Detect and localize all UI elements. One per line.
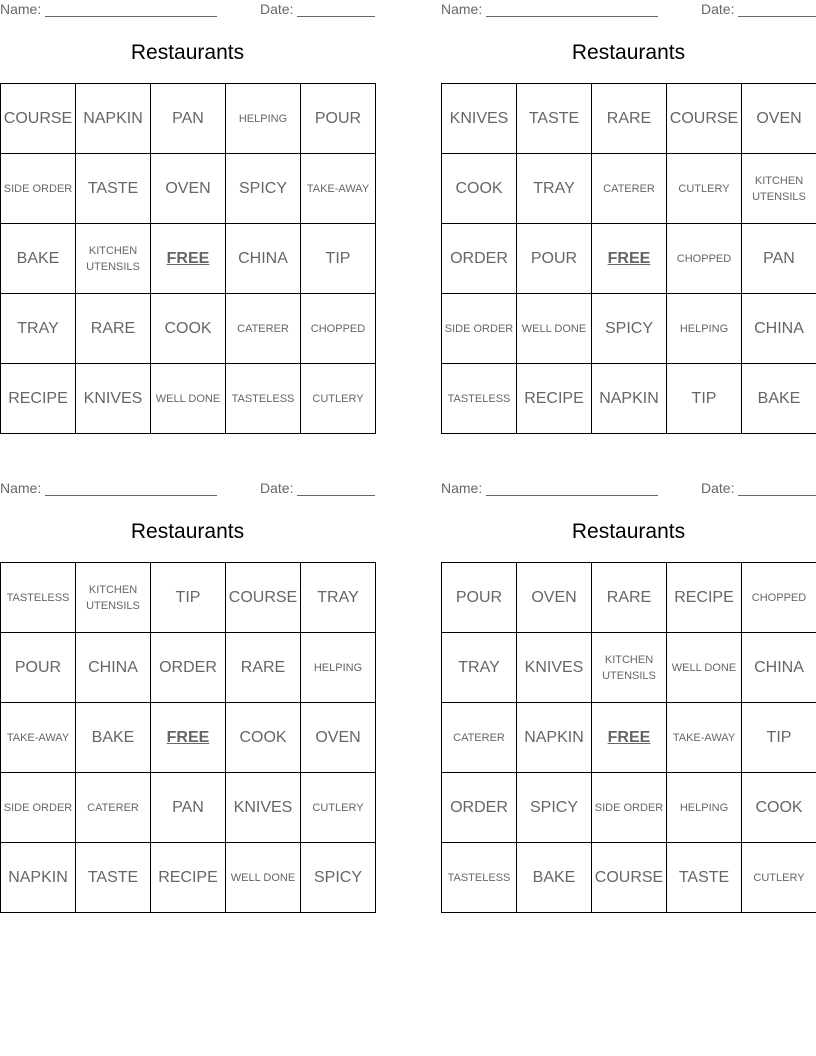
grid-cell: HELPING [667,773,742,843]
grid-cell: COOK [742,773,816,843]
grid-cell: SIDE ORDER [1,773,76,843]
free-space: FREE [592,703,667,773]
grid-row [1,773,376,843]
grid-cell: CUTLERY [301,773,376,843]
grid-cell: RECIPE [667,563,742,633]
grid-cell: COOK [226,703,301,773]
card-title: Restaurants [130,520,245,543]
card-header [441,480,816,500]
grid-cell: POUR [1,633,76,703]
date-field-line[interactable] [738,495,816,496]
grid-cell: SIDE ORDER [442,294,517,364]
grid-cell: WELL DONE [151,364,226,434]
name-field-line[interactable] [45,495,217,496]
grid-cell: KNIVES [226,773,301,843]
date-label: Date: [260,1,294,17]
grid-cell: CHINA [742,294,816,364]
grid-cell: BAKE [76,703,151,773]
card-header [441,1,816,21]
grid-cell: TASTE [667,843,742,913]
grid-row [1,633,376,703]
grid-cell: KNIVES [442,84,517,154]
grid-cell: HELPING [667,294,742,364]
grid-cell: TRAY [1,294,76,364]
grid-row [1,84,376,154]
grid-cell: PAN [151,773,226,843]
grid-row [1,224,376,294]
grid-cell: TIP [742,703,816,773]
grid-cell: COOK [442,154,517,224]
grid-cell: NAPKIN [76,84,151,154]
bingo-grid [0,83,376,434]
grid-cell: SPICY [226,154,301,224]
grid-cell: RARE [592,563,667,633]
grid-cell: SPICY [301,843,376,913]
grid-cell: HELPING [226,84,301,154]
grid-cell: TIP [301,224,376,294]
free-space: FREE [151,703,226,773]
grid-row [1,154,376,224]
grid-cell: TASTELESS [442,364,517,434]
grid-cell: TAKE-AWAY [301,154,376,224]
grid-cell: BAKE [517,843,592,913]
grid-cell: SIDE ORDER [1,154,76,224]
grid-cell: CUTLERY [667,154,742,224]
grid-cell: TIP [151,563,226,633]
grid-cell: OVEN [151,154,226,224]
grid-cell: POUR [442,563,517,633]
grid-cell: HELPING [301,633,376,703]
grid-cell: TASTE [76,843,151,913]
grid-cell: POUR [517,224,592,294]
grid-cell: SIDE ORDER [592,773,667,843]
grid-cell: CHOPPED [742,563,816,633]
grid-cell: ORDER [442,773,517,843]
grid-row [442,84,816,154]
grid-row [1,563,376,633]
grid-row [442,294,816,364]
grid-cell: RECIPE [151,843,226,913]
grid-cell: TRAY [301,563,376,633]
grid-cell: COURSE [667,84,742,154]
grid-cell: NAPKIN [1,843,76,913]
grid-row [442,224,816,294]
grid-cell: TASTELESS [226,364,301,434]
grid-cell: NAPKIN [517,703,592,773]
name-label: Name: [0,1,42,17]
grid-cell: COOK [151,294,226,364]
card-title: Restaurants [130,41,245,64]
grid-cell: CHINA [76,633,151,703]
grid-cell: KITCHEN UTENSILS [76,563,151,633]
grid-cell: CUTLERY [301,364,376,434]
grid-cell: SPICY [517,773,592,843]
grid-cell: RARE [76,294,151,364]
grid-cell: BAKE [742,364,816,434]
grid-cell: ORDER [442,224,517,294]
name-field-line[interactable] [486,16,658,17]
grid-row [442,773,816,843]
grid-row [1,294,376,364]
card-header [0,480,375,500]
grid-cell: TASTELESS [1,563,76,633]
grid-row [442,703,816,773]
date-field-line[interactable] [297,495,375,496]
date-field-line[interactable] [738,16,816,17]
date-label: Date: [701,1,735,17]
grid-cell: ORDER [151,633,226,703]
grid-cell: BAKE [1,224,76,294]
grid-cell: TRAY [442,633,517,703]
grid-cell: RARE [226,633,301,703]
bingo-grid [441,562,816,913]
grid-cell: KNIVES [76,364,151,434]
grid-cell: TIP [667,364,742,434]
grid-cell: COURSE [226,563,301,633]
grid-cell: RECIPE [517,364,592,434]
grid-row [442,633,816,703]
date-label: Date: [701,480,735,496]
grid-row [1,843,376,913]
grid-cell: COURSE [592,843,667,913]
grid-cell: CHOPPED [301,294,376,364]
bingo-grid [441,83,816,434]
name-label: Name: [441,1,483,17]
grid-cell: WELL DONE [226,843,301,913]
grid-cell: WELL DONE [667,633,742,703]
grid-cell: SPICY [592,294,667,364]
grid-cell: TAKE-AWAY [667,703,742,773]
grid-cell: CHOPPED [667,224,742,294]
grid-cell: TASTE [76,154,151,224]
name-label: Name: [0,480,42,496]
grid-cell: RECIPE [1,364,76,434]
grid-cell: KITCHEN UTENSILS [76,224,151,294]
grid-cell: PAN [742,224,816,294]
grid-row [442,843,816,913]
grid-cell: POUR [301,84,376,154]
grid-cell: RARE [592,84,667,154]
date-label: Date: [260,480,294,496]
grid-cell: CATERER [226,294,301,364]
grid-cell: CHINA [226,224,301,294]
free-space: FREE [592,224,667,294]
grid-cell: OVEN [517,563,592,633]
card-header [0,1,375,21]
grid-cell: TASTELESS [442,843,517,913]
free-space: FREE [151,224,226,294]
grid-cell: CUTLERY [742,843,816,913]
date-field-line[interactable] [297,16,375,17]
grid-row [442,563,816,633]
grid-cell: KNIVES [517,633,592,703]
grid-cell: CATERER [442,703,517,773]
grid-cell: NAPKIN [592,364,667,434]
grid-row [442,364,816,434]
grid-cell: COURSE [1,84,76,154]
grid-row [1,703,376,773]
bingo-grid [0,562,376,913]
grid-cell: KITCHEN UTENSILS [742,154,816,224]
grid-row [1,364,376,434]
grid-cell: CATERER [76,773,151,843]
grid-cell: TRAY [517,154,592,224]
grid-cell: WELL DONE [517,294,592,364]
grid-cell: OVEN [742,84,816,154]
grid-cell: TASTE [517,84,592,154]
grid-cell: OVEN [301,703,376,773]
grid-row [442,154,816,224]
grid-cell: PAN [151,84,226,154]
grid-cell: CATERER [592,154,667,224]
grid-cell: TAKE-AWAY [1,703,76,773]
grid-cell: KITCHEN UTENSILS [592,633,667,703]
card-title: Restaurants [571,41,686,64]
grid-cell: CHINA [742,633,816,703]
card-title: Restaurants [571,520,686,543]
name-label: Name: [441,480,483,496]
name-field-line[interactable] [486,495,658,496]
name-field-line[interactable] [45,16,217,17]
